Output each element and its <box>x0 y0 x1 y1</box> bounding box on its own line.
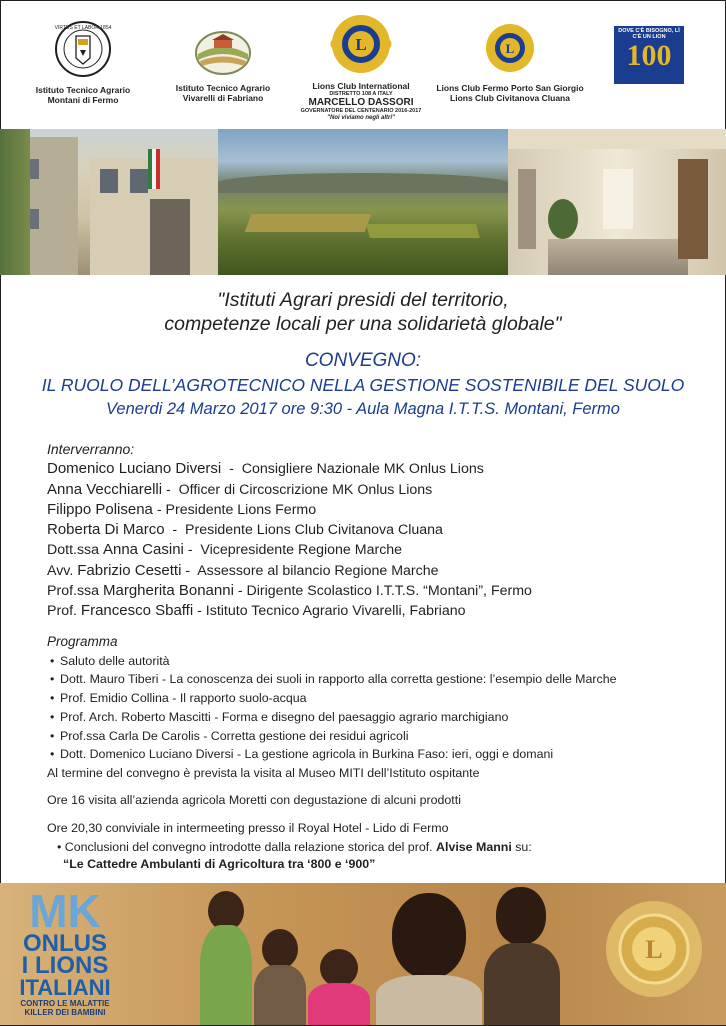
logo-lions-clubs <box>430 22 590 103</box>
lions-clubs-caption: Lions Club Fermo Porto San Giorgio Lions Club Civitanova Cluana <box>436 83 584 103</box>
dinner-note: Ore 20,30 conviviale in intermeeting presso il Royal Hotel - Lido di Fermo <box>47 821 449 835</box>
speaker-row: Roberta Di Marco - Presidente Lions Club Civitanova Cluana <box>47 521 443 539</box>
logo-lions-district <box>296 12 426 121</box>
program-item: • Prof.ssa Carla De Carolis - Corretta gestione dei residui agricoli <box>47 727 707 746</box>
montani-seal-icon <box>54 20 112 78</box>
svg-text:L: L <box>505 41 515 56</box>
svg-text:L: L <box>645 935 663 964</box>
vivarelli-caption: Istituto Tecnico Agrario Vivarelli di Fabriano <box>175 83 271 103</box>
speaker-row: Domenico Luciano Diversi - Consigliere Nazionale MK Onlus Lions <box>47 460 484 478</box>
mk-lions-text: I LIONS <box>21 952 109 979</box>
footer-banner <box>0 883 726 1025</box>
speaker-name: Anna Vecchiarelli <box>47 480 163 498</box>
program-section <box>47 633 707 764</box>
speaker-row: Prof.ssa Margherita Bonanni - Dirigente Scolastico I.T.T.S. “Montani”, Fermo <box>47 582 532 600</box>
logo-vivarelli <box>163 30 283 103</box>
program-item: • Dott. Domenico Luciano Diversi - La gestione agricola in Burkina Faso: ieri, oggi e domani <box>47 745 707 764</box>
speaker-name: Margherita Bonanni <box>102 582 234 600</box>
logo-lions-100 <box>614 26 684 84</box>
children-photo <box>180 883 600 1025</box>
program-heading: Programma <box>47 634 118 649</box>
closing-bullet: • <box>57 840 65 854</box>
mk-onlus-text: ONLUS <box>23 930 107 957</box>
photo-corridor <box>508 129 726 275</box>
convegno-label: CONVEGNO: <box>304 350 422 371</box>
museum-note: Al termine del convegno è prevista la visita al Museo MITI dell’Istituto ospitante <box>47 766 480 780</box>
svg-text:VIRTUS ET LABOR 1854: VIRTUS ET LABOR 1854 <box>54 25 112 31</box>
speakers-heading: Interverranno: <box>47 441 135 457</box>
speaker-name: Roberta Di Marco <box>47 521 165 539</box>
program-item: • Prof. Emidio Collina - Il rapporto suolo-acqua <box>47 689 707 708</box>
program-item: • Dott. Mauro Tiberi - La conoscenza dei suoli in rapporto alla corretta gestione: l’esempio delle Marche <box>47 670 707 689</box>
logo-montani <box>28 20 138 105</box>
speaker-row: Filippo Polisena - Presidente Lions Fermo <box>47 500 317 518</box>
lions-motto: "Noi viviamo negli altri" <box>327 115 395 121</box>
speaker-row: Avv. Fabrizio Cesetti - Assessore al bilancio Regione Marche <box>47 561 439 579</box>
closing-title: “Le Cattedre Ambulanti di Agricoltura tra ‘800 e ‘900” <box>63 857 376 871</box>
lions-footer-seal-icon <box>602 897 706 1001</box>
closing-author: Alvise Manni <box>436 840 512 854</box>
speaker-name: Filippo Polisena <box>47 500 153 518</box>
lions-club-seal-icon <box>483 22 537 74</box>
tagline-line-1: "Istituti Agrari presidi del territorio, <box>217 289 509 311</box>
lions-seal-icon <box>328 12 394 76</box>
photo-countryside <box>218 129 508 275</box>
convegno-title: IL RUOLO DELL’AGROTECNICO NELLA GESTIONE SOSTENIBILE DEL SUOLO <box>41 375 685 395</box>
montani-caption: Istituto Tecnico Agrario Montani di Fermo <box>35 85 131 105</box>
photo-strip <box>0 129 726 275</box>
mk-onlus-logo <box>6 885 124 1017</box>
mk-tagline-2: KILLER DEI BAMBINI <box>24 1008 106 1017</box>
program-list <box>47 652 707 764</box>
mk-logo-letters: MK <box>29 885 101 937</box>
convegno-date: Venerdi 24 Marzo 2017 ore 9:30 - Aula Magna I.T.T.S. Montani, Fermo <box>106 400 620 418</box>
speakers-section <box>47 439 707 622</box>
program-item: • Saluto delle autorità <box>47 652 707 671</box>
speaker-name: Domenico Luciano Diversi <box>47 460 222 478</box>
closing-note: • Conclusioni del convegno introdotte dalla relazione storica del prof. Alvise Manni su: <box>57 840 532 854</box>
lions-100-slogan: DOVE C'È BISOGNO, LÌ C'È UN LION <box>618 28 680 40</box>
mk-tagline-1: CONTRO LE MALATTIE <box>20 999 110 1008</box>
photo-school-building <box>0 129 218 275</box>
program-item: • Prof. Arch. Roberto Mascitti - Forma e disegno del paesaggio agrario marchigiano <box>47 708 707 727</box>
speaker-row: Dott.ssa Anna Casini - Vicepresidente Regione Marche <box>47 541 403 559</box>
speaker-name: Anna Casini <box>102 541 184 559</box>
vivarelli-emblem-icon <box>194 30 252 76</box>
governor-role: GOVERNATORE DEL CENTENARIO 2016-2017 <box>300 108 422 114</box>
lions-100-number: 100 <box>626 39 672 72</box>
mk-italiani-text: ITALIANI <box>19 975 111 1000</box>
lions-international-caption: Lions Club International <box>312 81 410 91</box>
speaker-row: Prof. Francesco Sbaffi - Istituto Tecnico Agrario Vivarelli, Fabriano <box>47 602 466 620</box>
governor-name: MARCELLO DASSORI <box>308 97 414 108</box>
speaker-name: Fabrizio Cesetti <box>77 561 182 579</box>
speaker-name: Francesco Sbaffi <box>80 602 194 620</box>
svg-text:L: L <box>355 35 367 54</box>
district-label: DISTRETTO 108 A ITALY <box>329 91 393 97</box>
visit-note: Ore 16 visita all’azienda agricola Moretti con degustazione di alcuni prodotti <box>47 793 461 807</box>
tagline-line-2: competenze locali per una solidarietà globale" <box>164 313 562 335</box>
speaker-row: Anna Vecchiarelli - Officer di Circoscrizione MK Onlus Lions <box>47 480 433 498</box>
